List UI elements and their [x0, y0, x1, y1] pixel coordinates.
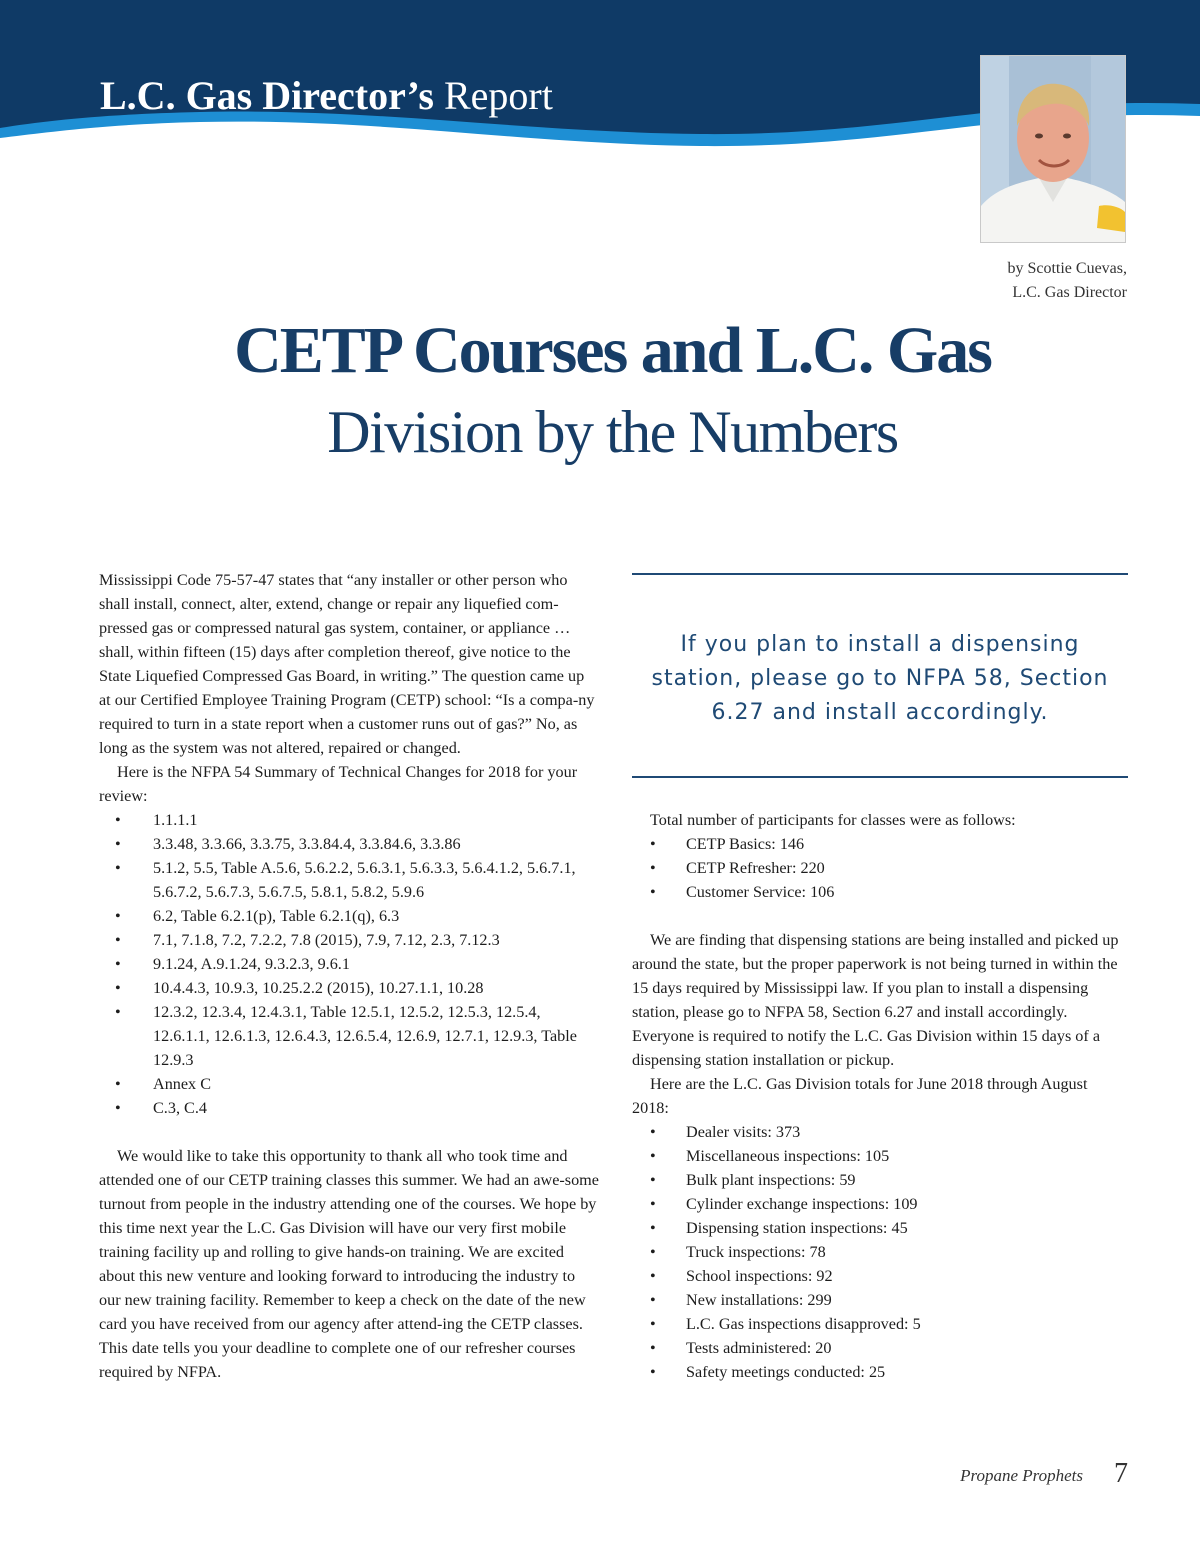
left-column — [99, 568, 599, 1384]
headline-line-2: Division by the Numbers — [327, 399, 898, 465]
section-title-light: Report — [443, 73, 553, 118]
totals-intro: Here are the L.C. Gas Division totals for June 2018 through August 2018: — [632, 1075, 1088, 1117]
pull-quote-text: If you plan to install a dispensing station, please go to NFPA 58, Section 6.27 and install accordingly. — [651, 632, 1109, 725]
author-portrait-image — [981, 56, 1125, 242]
page-number: 7 — [1114, 1458, 1128, 1489]
list-item: • 12.3.2, 12.3.4, 12.4.3.1, Table 12.5.1, 12.5.2, 12.5.3, 12.5.4, 12.6.1.1, 12.6.1.3, 12.6.4.3, 12.6.5.4, 12.6.9, 12.7.1, 12.9.3, Table 12.9.3 — [99, 1000, 599, 1072]
list-item: • C.3, C.4 — [99, 1096, 599, 1120]
thanks-paragraph: We would like to take this opportunity to thank all who took time and attended one of our CETP training classes this summer. We had an awe-some turnout from people in the industry attending one of the courses. We hope by this time next year the L.C. Gas Division will have our very first mobile training facility up and rolling to give hands-on training. We are excited about this new venture and looking forward to introducing the industry to our new training facility. Remember to keep a check on the date of the new card you have received from our agency after attend-ing the CETP classes. This date tells you your deadline to complete one of our refresher courses required by NFPA. — [99, 1147, 599, 1381]
list-item: • Bulk plant inspections: 59 — [632, 1168, 1128, 1192]
spacer — [632, 904, 1128, 928]
spacer — [99, 1120, 599, 1144]
author-photo — [980, 55, 1126, 243]
list-item: • Cylinder exchange inspections: 109 — [632, 1192, 1128, 1216]
byline — [1007, 257, 1127, 305]
list-item: • Safety meetings conducted: 25 — [632, 1360, 1128, 1384]
list-item: • 3.3.48, 3.3.66, 3.3.75, 3.3.84.4, 3.3.84.6, 3.3.86 — [99, 832, 599, 856]
section-title — [100, 72, 553, 119]
list-item: • Truck inspections: 78 — [632, 1240, 1128, 1264]
list-item: • Tests administered: 20 — [632, 1336, 1128, 1360]
byline-author: by Scottie Cuevas, — [1007, 260, 1127, 277]
list-item: • L.C. Gas inspections disapproved: 5 — [632, 1312, 1128, 1336]
list-item: • Annex C — [99, 1072, 599, 1096]
list-item: • Dispensing station inspections: 45 — [632, 1216, 1128, 1240]
list-item: • CETP Basics: 146 — [632, 832, 1128, 856]
list-item: • CETP Refresher: 220 — [632, 856, 1128, 880]
list-item: • 9.1.24, A.9.1.24, 9.3.2.3, 9.6.1 — [99, 952, 599, 976]
nfpa-changes-list — [99, 808, 599, 1120]
list-item: • 5.1.2, 5.5, Table A.5.6, 5.6.2.2, 5.6.3.1, 5.6.3.3, 5.6.4.1.2, 5.6.7.1, 5.6.7.2, 5.6.7.3, 5.6.7.5, 5.8.1, 5.8.2, 5.9.6 — [99, 856, 599, 904]
list-item: • Dealer visits: 373 — [632, 1120, 1128, 1144]
participants-list — [632, 832, 1128, 904]
headline-line-1: CETP Courses and L.C. Gas — [234, 314, 991, 387]
intro-paragraph: Mississippi Code 75-57-47 states that “any installer or other person who shall install, connect, alter, extend, change or repair any liquefied com-pressed gas or compressed natural gas system, container, or appliance … shall, within fifteen (15) days after completion thereof, give notice to the State Liquefied Compressed Gas Board, in writing.” The question came up at our Certified Employee Training Program (CETP) school: “Is a compa-ny required to turn in a state report when a customer runs out of gas?” No, as long as the system was not altered, repaired or changed. — [99, 571, 595, 757]
byline-role: L.C. Gas Director — [1012, 284, 1127, 301]
list-item: • 6.2, Table 6.2.1(p), Table 6.2.1(q), 6.3 — [99, 904, 599, 928]
pull-quote — [632, 573, 1128, 778]
list-item: • 7.1, 7.1.8, 7.2, 7.2.2, 7.8 (2015), 7.9, 7.12, 2.3, 7.12.3 — [99, 928, 599, 952]
article-headline — [0, 312, 1200, 474]
totals-list — [632, 1120, 1128, 1384]
right-column — [632, 808, 1128, 1384]
dispensing-paragraph: We are finding that dispensing stations are being installed and picked up around the state, but the proper paperwork is not being turned in within the 15 days required by Mississippi law. If you plan to install a dispensing station, please go to NFPA 58, Section 6.27 and install accordingly. Everyone is required to notify the L.C. Gas Division within 15 days of a dispensing station installation or pickup. — [632, 931, 1119, 1069]
footer-publication: Propane Prophets — [960, 1466, 1083, 1485]
list-item: • 1.1.1.1 — [99, 808, 599, 832]
list-item: • 10.4.4.3, 10.9.3, 10.25.2.2 (2015), 10.27.1.1, 10.28 — [99, 976, 599, 1000]
list-item: • Miscellaneous inspections: 105 — [632, 1144, 1128, 1168]
list-item: • New installations: 299 — [632, 1288, 1128, 1312]
nfpa-intro-paragraph: Here is the NFPA 54 Summary of Technical Changes for 2018 for your review: — [99, 763, 578, 805]
list-item: • School inspections: 92 — [632, 1264, 1128, 1288]
section-title-bold: L.C. Gas Director’s — [100, 73, 434, 118]
participants-intro: Total number of participants for classes were as follows: — [650, 811, 1016, 829]
list-item: • Customer Service: 106 — [632, 880, 1128, 904]
